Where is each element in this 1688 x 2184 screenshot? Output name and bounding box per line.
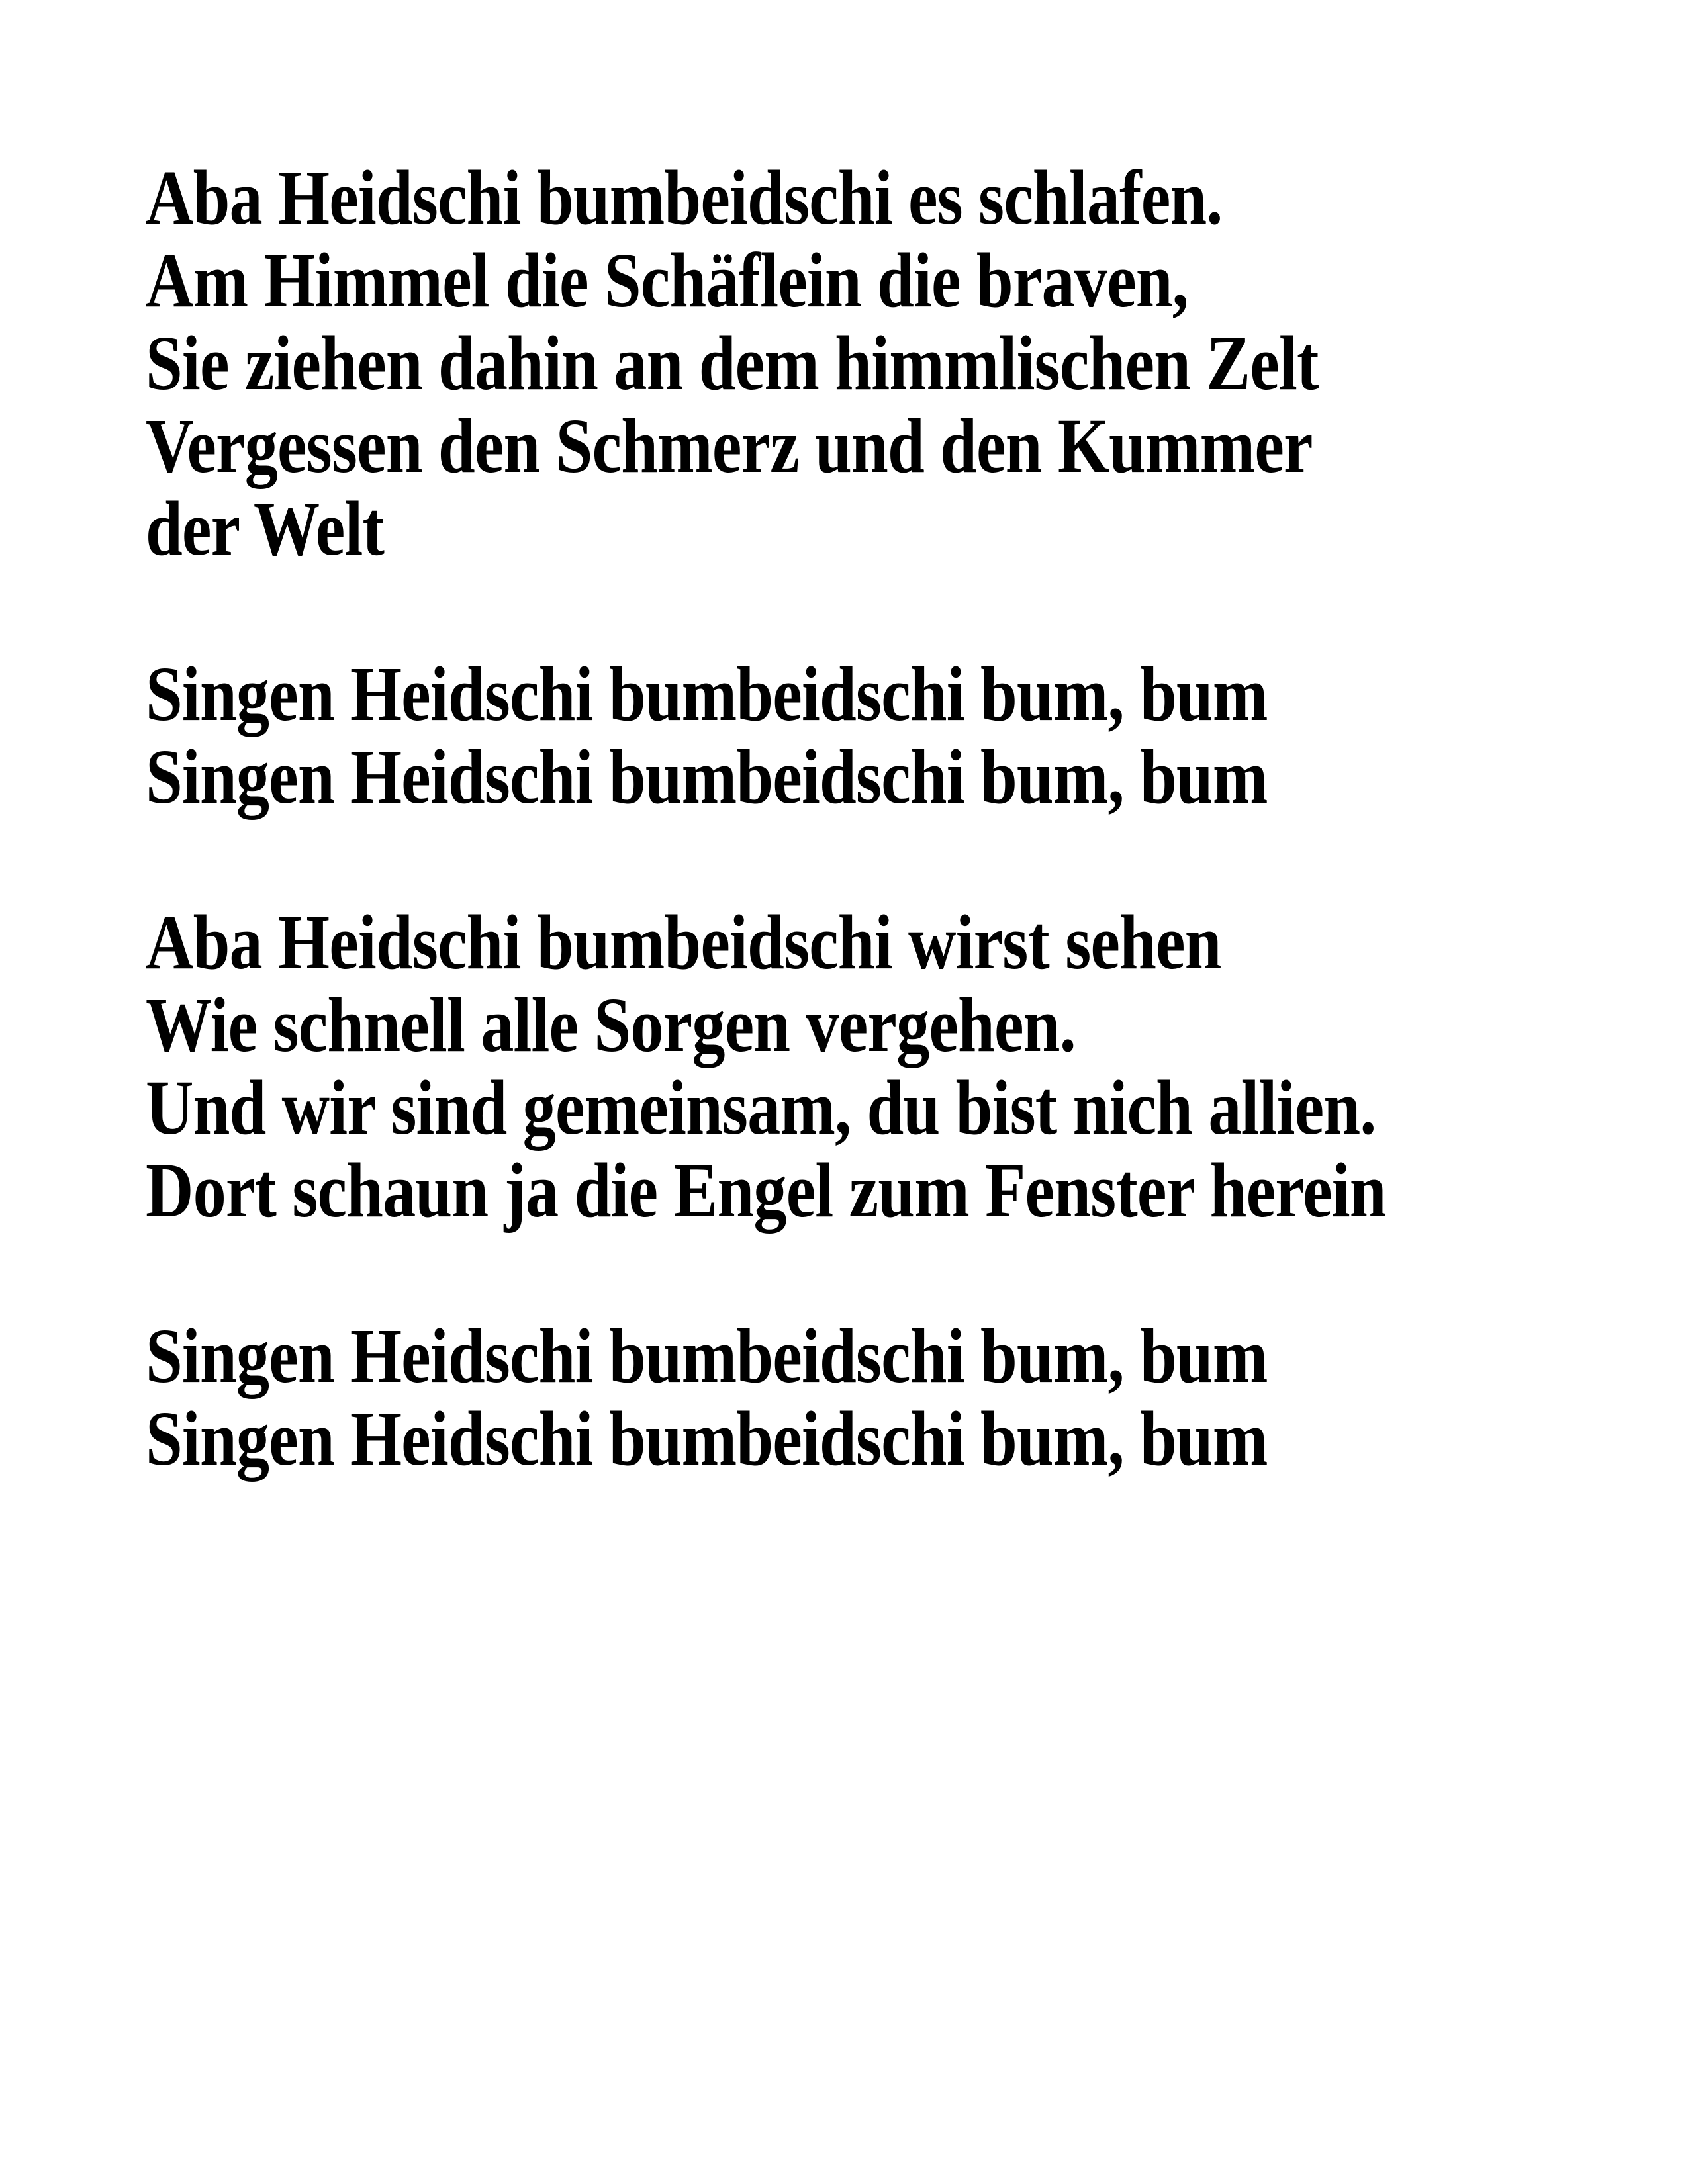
lyric-line: Wie schnell alle Sorgen vergehen.	[146, 981, 1076, 1068]
stanza-refrain-1	[146, 653, 1605, 818]
lyric-line: Singen Heidschi bumbeidschi bum, bum	[146, 651, 1268, 737]
stanza-verse-2	[146, 901, 1605, 1232]
lyric-line: der Welt	[146, 485, 385, 572]
lyric-line: Aba Heidschi bumbeidschi wirst sehen	[146, 899, 1221, 985]
lyric-line: Dort schaun ja die Engel zum Fenster herein	[146, 1147, 1386, 1234]
lyric-line: Sie ziehen dahin an dem himmlischen Zelt	[146, 320, 1319, 406]
lyric-line: Am Himmel die Schäflein die braven,	[146, 237, 1188, 324]
lyric-line: Und wir sind gemeinsam, du bist nich allien.	[146, 1064, 1376, 1151]
stanza-refrain-2	[146, 1314, 1605, 1480]
stanza-verse-1	[146, 156, 1605, 570]
lyric-line: Singen Heidschi bumbeidschi bum, bum	[146, 1312, 1268, 1399]
lyric-line: Aba Heidschi bumbeidschi es schlafen.	[146, 154, 1223, 241]
lyric-line: Vergessen den Schmerz und den Kummer	[146, 402, 1313, 489]
lyric-line: Singen Heidschi bumbeidschi bum, bum	[146, 1395, 1268, 1482]
lyric-line: Singen Heidschi bumbeidschi bum, bum	[146, 733, 1268, 820]
lyrics-text	[146, 156, 1605, 1563]
